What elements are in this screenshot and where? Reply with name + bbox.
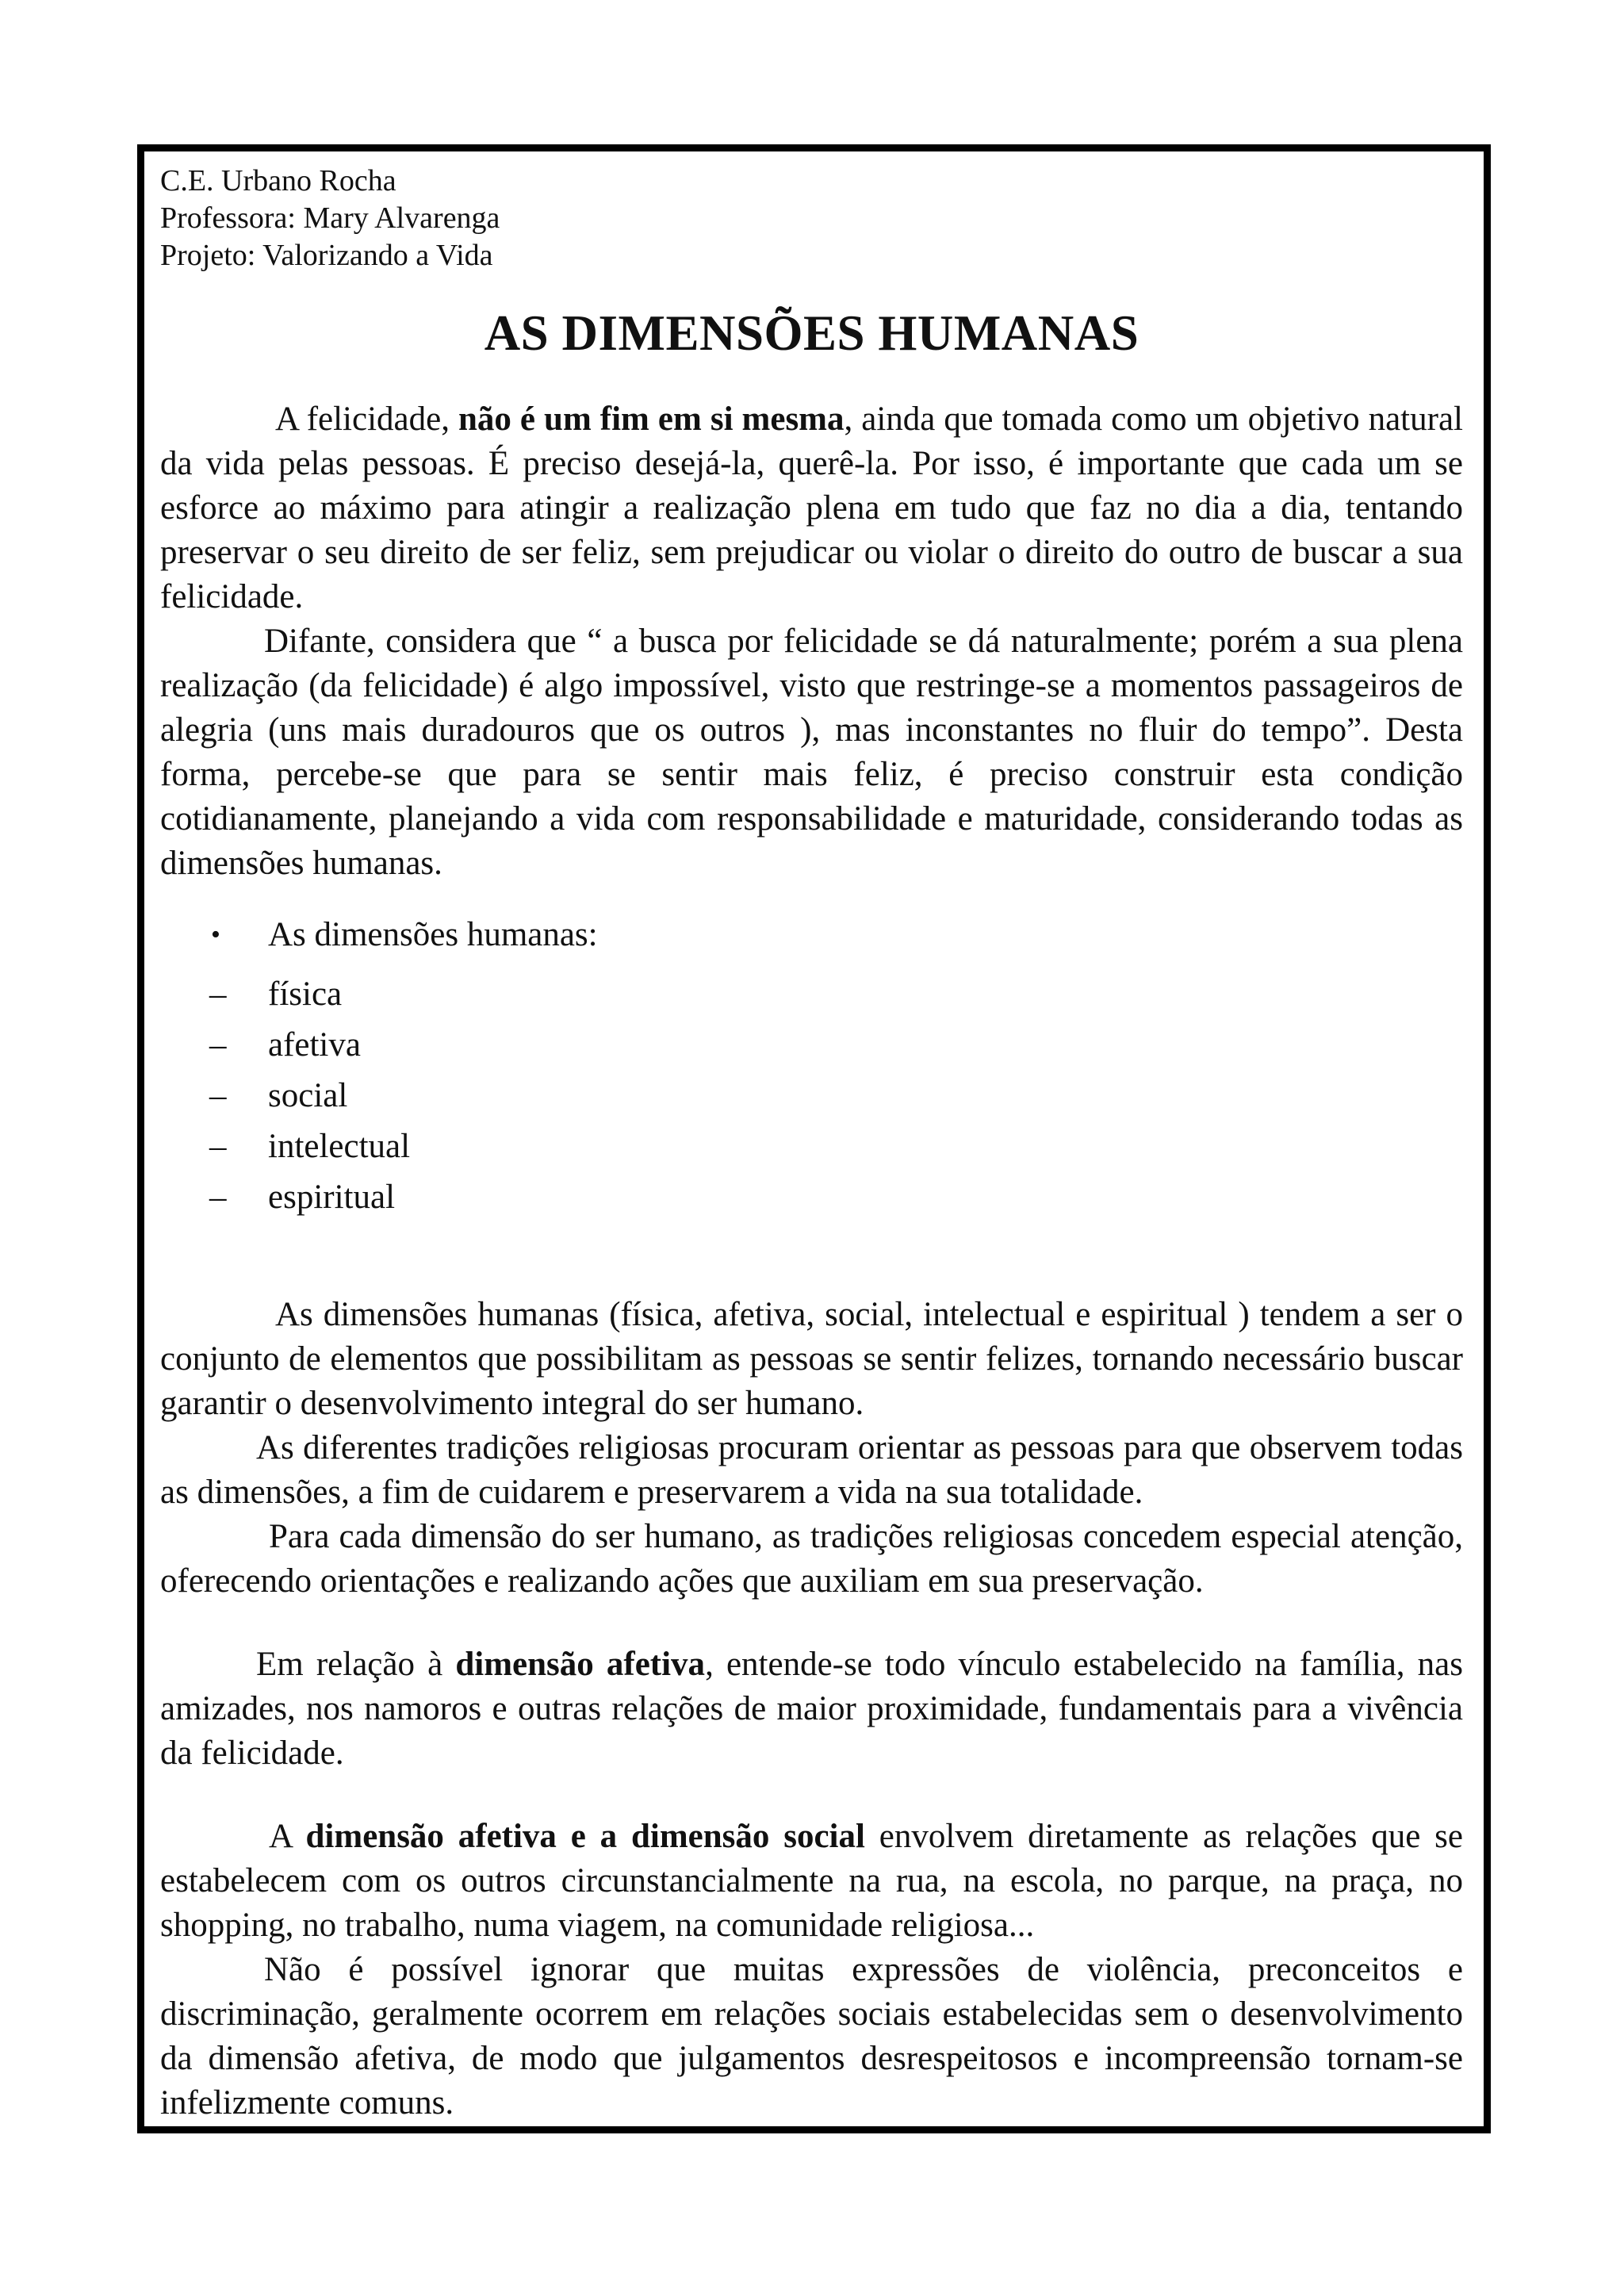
paragraph-text: Em relação à	[256, 1646, 456, 1683]
project-name: Projeto: Valorizando a Vida	[160, 239, 493, 272]
list-item	[160, 1121, 1463, 1172]
dash-icon: –	[209, 1128, 227, 1165]
emphasis-text: dimensão afetiva	[455, 1646, 706, 1683]
paragraph-text: A	[269, 1818, 306, 1855]
teacher-name: Professora: Mary Alvarenga	[160, 201, 500, 235]
list-item-label: intelectual	[268, 1128, 411, 1165]
paragraph-preservacao: Para cada dimensão do ser humano, as tradições religiosas concedem especial atenção, oferecendo orientações e realizando ações que auxiliam em sua preservação.	[160, 1518, 1463, 1600]
document-frame	[137, 144, 1491, 2133]
paragraph-text: , ainda que tomada como um objetivo natural da vida pelas pessoas. É preciso desejá-la, querê-la. Por isso, é importante que cada um se esforce ao máximo para atingir a realização plena em tudo que faz no dia a dia, tentando preservar o seu direito de ser feliz, sem prejudicar ou violar o direito do outro de buscar a sua felicidade.	[160, 401, 1463, 615]
paragraph-text: A felicidade,	[275, 401, 458, 438]
list-item-label: física	[268, 976, 343, 1013]
paragraph-text: envolvem diretamente as relações que se estabelecem com os outros circunstancialmente na rua, na escola, no parque, na praça, no shopping, no trabalho, numa viagem, na comunidade religiosa...	[160, 1818, 1463, 1944]
dash-icon: –	[209, 1026, 227, 1064]
paragraph-felicidade	[160, 397, 1463, 619]
list-item	[160, 1071, 1463, 1121]
dash-icon: –	[209, 1179, 227, 1216]
emphasis-text: dimensão afetiva e a dimensão social	[305, 1818, 865, 1855]
list-item-label: social	[268, 1077, 348, 1114]
list-item-label: espiritual	[268, 1179, 396, 1216]
paragraph-tradicoes: As diferentes tradições religiosas procuram orientar as pessoas para que observem todas as dimensões, a fim de cuidarem e preservarem a vida na sua totalidade.	[160, 1429, 1463, 1511]
dimension-list	[160, 969, 1463, 1223]
document-title: AS DIMENSÕES HUMANAS	[484, 305, 1139, 361]
bullet-item	[160, 913, 1463, 957]
bullet-icon: •	[211, 920, 220, 949]
document-header	[160, 163, 1463, 274]
bullet-label: As dimensões humanas:	[268, 916, 598, 953]
paragraph-difante: Difante, considera que “ a busca por felicidade se dá naturalmente; porém a sua plena realização (da felicidade) é algo impossível, visto que restringe-se a momentos passageiros de alegria (uns mais duradouros que os outros ), mas inconstantes no fluir do tempo”. Desta forma, percebe-se que para se sentir mais feliz, é preciso construir esta condição cotidianamente, planejando a vida com responsabilidade e maturidade, considerando todas as dimensões humanas.	[160, 623, 1463, 882]
emphasis-text: não é um fim em si mesma	[458, 401, 845, 438]
paragraph-dimensoes: As dimensões humanas (física, afetiva, social, intelectual e espiritual ) tendem a ser o conjunto de elementos que possibilitam as pessoas se sentir felizes, tornando necessário buscar garantir o desenvolvimento integral do ser humano.	[160, 1296, 1463, 1422]
paragraph-violencia: Não é possível ignorar que muitas expressões de violência, preconceitos e discriminação, geralmente ocorrem em relações sociais estabelecidas sem o desenvolvimento da dimensão afetiva, de modo que julgamentos desrespeitosos e incompreensão tornam-se infelizmente comuns.	[160, 1951, 1463, 2122]
paragraph-afetiva	[160, 1642, 1463, 1776]
dash-icon: –	[209, 1077, 227, 1114]
list-item-label: afetiva	[268, 1026, 361, 1064]
list-item	[160, 1172, 1463, 1223]
school-name: C.E. Urbano Rocha	[160, 164, 396, 197]
paragraph-text: , entende-se todo vínculo estabelecido na família, nas amizades, nos namoros e outras relações de maior proximidade, fundamentais para a vivência da felicidade.	[160, 1646, 1463, 1772]
list-item	[160, 1020, 1463, 1071]
dash-icon: –	[209, 976, 227, 1013]
paragraph-social	[160, 1815, 1463, 1948]
list-item	[160, 969, 1463, 1020]
